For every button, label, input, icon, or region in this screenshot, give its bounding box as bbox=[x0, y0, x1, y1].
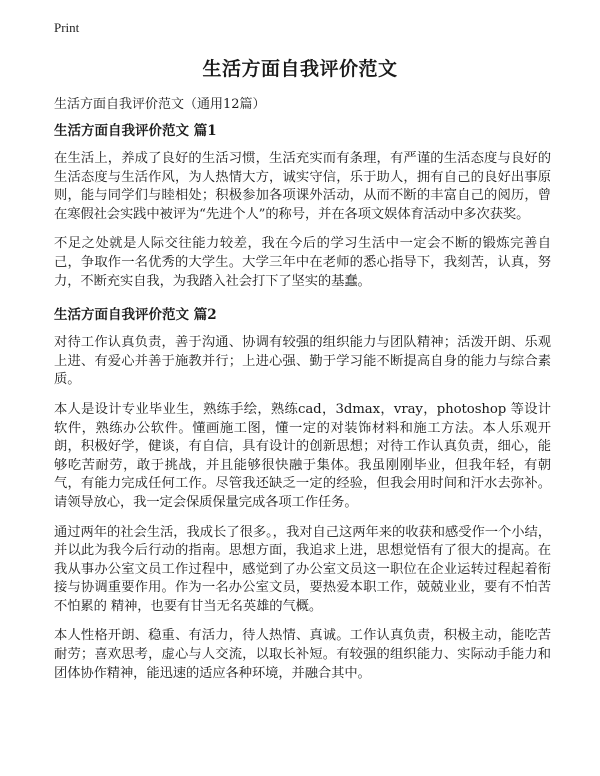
page-title: 生活方面自我评价范文 bbox=[202, 58, 398, 80]
document-body bbox=[54, 122, 551, 694]
document-subtitle: 生活方面自我评价范文（通用12篇） bbox=[54, 97, 266, 112]
print-label[interactable]: Print bbox=[54, 20, 80, 35]
paragraph: 本人是设计专业毕业生，熟练手绘，熟练cad，3dmax，vray，photoshop 等设计软件，熟练办公软件。懂画施工图，懂一定的对装饰材料和施工方法。本人乐观开朗，积极好学，健谈，有自信，具有设计的创新思想；对待工作认真负责，细心，能够吃苦耐劳，敢于挑战，并且能够很快融于集体。我虽刚刚毕业，但我年轻，有朝气，有能力完成任何工作。尽管我还缺乏一定的经验，但我会用时间和汗水去弥补。请领导放心，我一定会保质保量完成各项工作任务。 bbox=[54, 401, 551, 510]
section-heading: 生活方面自我评价范文 篇1 bbox=[54, 123, 217, 139]
paragraph: 在生活上，养成了良好的生活习惯，生活充实而有条理，有严谨的生活态度与良好的生活态度与生活作风，为人热情大方，诚实守信，乐于助人，拥有自己的良好出事原则，能与同学们与睦相处；积极参加各项课外活动，从而不断的丰富自己的阅历，曾在寒假社会实践中被评为“先进个人”的称号，并在各项文娱体育活动中多次获奖。 bbox=[54, 151, 551, 222]
paragraph: 通过两年的社会生活，我成长了很多。，我对自己这两年来的收获和感受作一个小结，并以此为我今后行动的指南。思想方面，我追求上进，思想觉悟有了很大的提高。在我从事办公室文员工作过程中，感觉到了办公室文员这一职位在企业运转过程起着衔接与协调重要作用。作为一名办公室文员，要热爱本职工作，兢兢业业，要有不怕苦不怕累的 精神，也要有甘当无名英雄的气概。 bbox=[54, 524, 551, 614]
paragraph: 本人性格开朗、稳重、有活力，待人热情、真诚。工作认真负责，积极主动，能吃苦耐劳；喜欢思考，虚心与人交流，以取长补短。有较强的组织能力、实际动手能力和团体协作精神，能迅速的适应各种环境，并融合其中。 bbox=[54, 628, 551, 681]
section-1 bbox=[54, 122, 551, 291]
section-heading: 生活方面自我评价范文 篇2 bbox=[54, 307, 217, 324]
paragraph: 对待工作认真负责，善于沟通、协调有较强的组织能力与团队精神；活泼开朗、乐观上进、有爱心并善于施教并行；上进心强、勤于学习能不断提高自身的能力与综合素质。 bbox=[54, 335, 551, 388]
section-2 bbox=[54, 306, 551, 683]
paragraph: 不足之处就是人际交往能力较差，我在今后的学习生活中一定会不断的锻炼完善自己，争取作一名优秀的大学生。大学三年中在老师的悉心指导下，我刻苦，认真，努力，不断充实自我，为我踏入社会打下了坚实的基蠢。 bbox=[54, 236, 551, 289]
